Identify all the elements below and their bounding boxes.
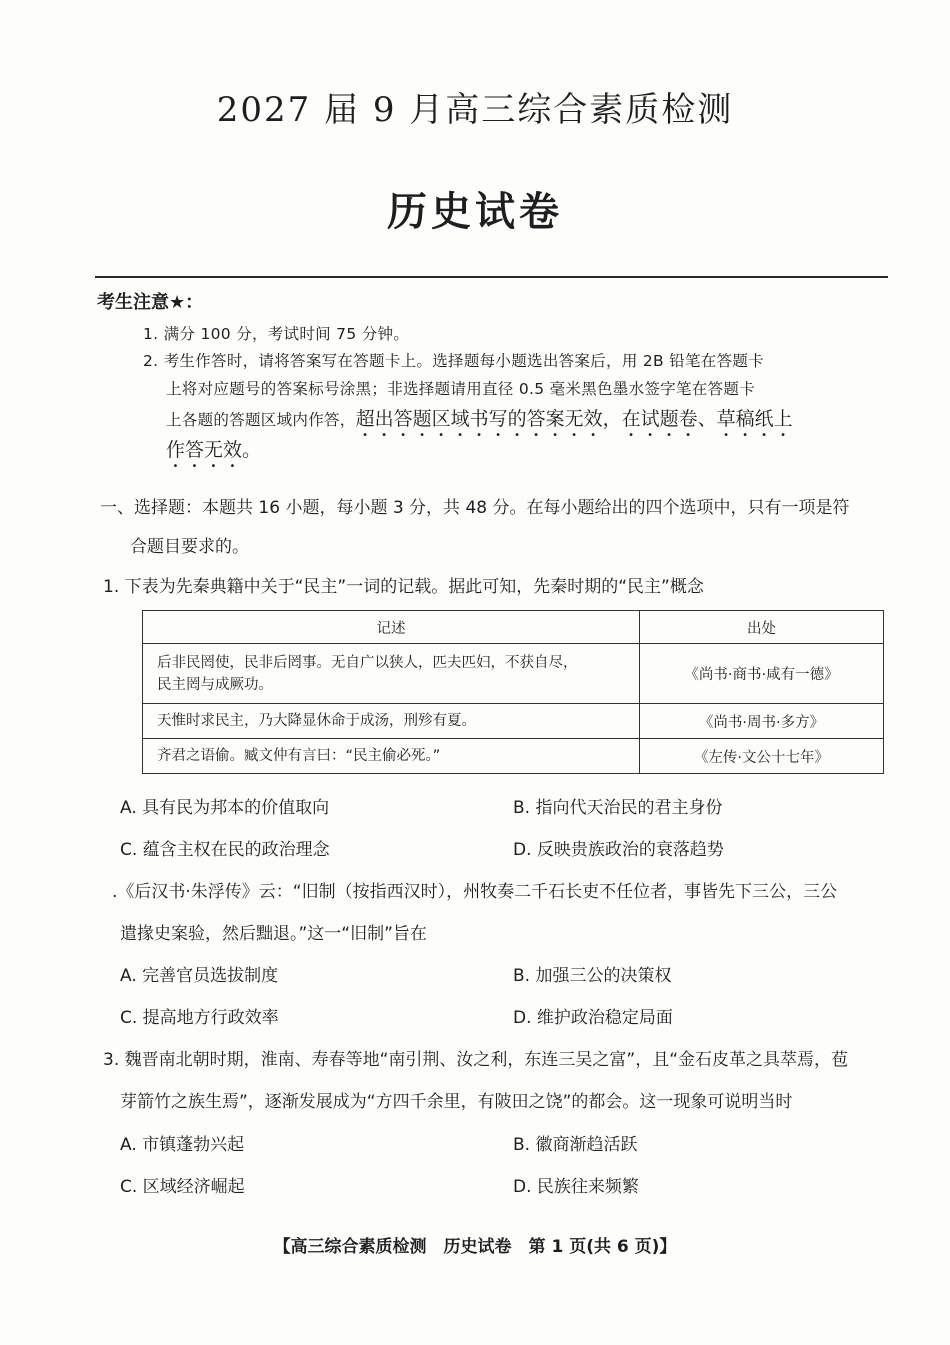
question-2-option-b: B. 加强三公的决策权 — [513, 966, 672, 986]
question-3-stem-cont: 芽箭竹之族生焉”，逐渐发展成为“方四千余里，有陂田之饶”的都会。这一现象可说明当时 — [120, 1092, 793, 1112]
question-1-stem: 1. 下表为先秦典籍中关于“民主”一词的记载。据此可知，先秦时期的“民主”概念 — [103, 577, 704, 597]
notice-heading: 考生注意★： — [97, 292, 204, 313]
question-3-stem: 3. 魏晋南北朝时期，淮南、寿春等地“南引荆、汝之利，东连三吴之富”，且“金石皮革之具萃焉，苞 — [103, 1050, 849, 1070]
section-1-instruction-cont: 合题目要求的。 — [130, 537, 249, 557]
notice-item-2-line-2: 上将对应题号的答案标号涂黑；非选择题请用直径 0.5 毫米黑色墨水签字笔在答题卡 — [166, 380, 756, 398]
question-2-option-d: D. 维护政治稳定局面 — [513, 1008, 673, 1028]
question-1-table — [142, 610, 884, 774]
notice-item-2-line-1: 2. 考生作答时，请将答案写在答题卡上。选择题每小题选出答案后，用 2B 铅笔在答题卡 — [143, 352, 764, 370]
question-2-option-c: C. 提高地方行政效率 — [120, 1008, 279, 1028]
question-1-option-b: B. 指向代天治民的君主身份 — [513, 798, 723, 818]
subject-title: 历史试卷 — [387, 188, 563, 235]
notice-emphasis-text-end: 作答无效 — [166, 439, 243, 461]
table-row — [143, 644, 884, 704]
notice-emphasis-text: 超出答题区域书写的答案无效，在试题卷、草稿纸上 — [355, 408, 793, 430]
record-line: 民主罔与成厥功。 — [157, 676, 273, 693]
table-header-source: 出处 — [640, 611, 884, 644]
notice-plain-text: 上各题的答题区域内作答， — [166, 411, 356, 429]
record-line: 后非民罔使，民非后罔事。无自广以狭人，匹夫匹妇，不获自尽， — [157, 654, 578, 671]
table-cell-source: 《左传·文公十七年》 — [640, 739, 884, 774]
header-divider — [95, 276, 888, 278]
notice-item-2-line-4 — [166, 435, 261, 472]
question-2-stem-cont: 遣掾史案验，然后黜退。”这一“旧制”旨在 — [120, 924, 427, 944]
question-3-option-d: D. 民族往来频繁 — [513, 1177, 639, 1197]
table-header-row — [143, 611, 884, 644]
section-1-instruction: 一、选择题：本题共 16 小题，每小题 3 分，共 48 分。在每小题给出的四个选项中，只有一项是符 — [100, 498, 850, 518]
page-footer: 【高三综合素质检测 历史试卷 第 1 页(共 6 页)】 — [273, 1237, 677, 1257]
question-3-option-a: A. 市镇蓬勃兴起 — [120, 1135, 245, 1155]
table-cell-source: 《尚书·商书·咸有一德》 — [640, 644, 884, 704]
table-cell-source: 《尚书·周书·多方》 — [640, 704, 884, 739]
question-2-stem: .《后汉书·朱浮传》云：“旧制（按指西汉时），州牧奏二千石长吏不任位者，事皆先下三公，三公 — [112, 882, 838, 902]
table-cell-record — [143, 644, 640, 704]
table-header-record: 记述 — [143, 611, 640, 644]
table-row — [143, 739, 884, 774]
question-1-option-c: C. 蕴含主权在民的政治理念 — [120, 840, 330, 860]
exam-title: 2027 届 9 月高三综合素质检测 — [216, 90, 734, 130]
table-cell-record: 天惟时求民主，乃大降显休命于成汤，刑殄有夏。 — [143, 704, 640, 739]
question-1-option-a: A. 具有民为邦本的价值取向 — [120, 798, 330, 818]
table-cell-record: 齐君之语偷。臧文仲有言曰：“民主偷必死。” — [143, 739, 640, 774]
notice-item-1: 1. 满分 100 分，考试时间 75 分钟。 — [143, 325, 410, 343]
table-row — [143, 704, 884, 739]
question-2-option-a: A. 完善官员选拔制度 — [120, 966, 279, 986]
notice-period: 。 — [242, 439, 262, 461]
question-3-option-b: B. 徽商渐趋活跃 — [513, 1135, 638, 1155]
question-3-option-c: C. 区域经济崛起 — [120, 1177, 245, 1197]
question-1-option-d: D. 反映贵族政治的衰落趋势 — [513, 840, 724, 860]
